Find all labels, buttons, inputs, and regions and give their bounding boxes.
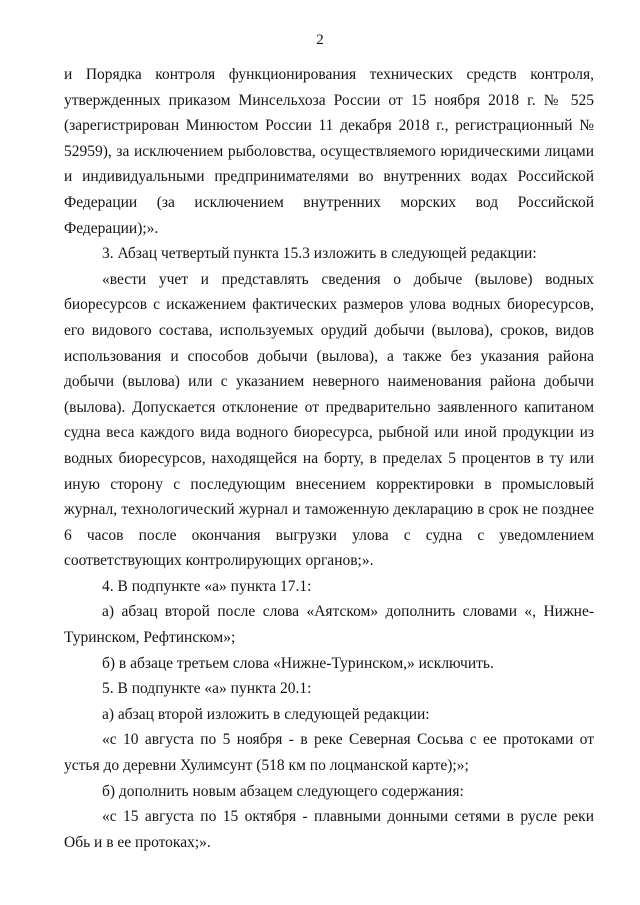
paragraph-continuation: и Порядка контроля функционирования технических средств контроля, утвержденных приказом Минсельхоза России от 15 ноября 2018 г. № 525 (зарегистрирован Минюстом России 11 декабря 2018 г., регистрационный № 52959), за исключением рыболовства, осуществляемого юридическими лицами и индивидуальными предпринимателями во внутренних водах Российской Федерации (за исключением внутренних морских вод Российской Федерации);». xyxy=(64,66,594,237)
paragraph-item-5: 5. В подпункте «а» пункта 20.1: xyxy=(102,680,312,698)
paragraph-item-5a: а) абзац второй изложить в следующей редакции: xyxy=(102,705,430,723)
paragraph-item-4b: б) в абзаце третьем слова «Нижне-Туринском,» исключить. xyxy=(102,654,494,672)
paragraph-quote-20-1-b: «с 15 августа по 15 октября - плавными донными сетями в русле реки Обь и в ее протоках;». xyxy=(64,808,594,851)
page-number: 2 xyxy=(316,32,324,48)
paragraph-quote-20-1-a: «с 10 августа по 5 ноября - в реке Северная Сосьва с ее протоками от устья до деревни Хулимсунт (518 км по лоцманской карте);»; xyxy=(64,731,594,775)
paragraph-item-5b: б) дополнить новым абзацем следующего содержания: xyxy=(102,782,464,800)
document-body xyxy=(64,62,594,855)
paragraph-item-4a: а) абзац второй после слова «Аятском» дополнить словами «, Нижне-Туринском, Рефтинском»; xyxy=(64,603,594,647)
paragraph-item-4: 4. В подпункте «а» пункта 17.1: xyxy=(102,577,312,595)
paragraph-item-3: 3. Абзац четвертый пункта 15.3 изложить в следующей редакции: xyxy=(102,245,537,263)
paragraph-quote-15-3: «вести учет и представлять сведения о добыче (вылове) водных биоресурсов с искажением фактических размеров улова водных биоресурсов, его видового состава, используемых орудий добычи (вылова), сроков, видов использования и способов добычи (вылова), а также без указания района добычи (вылова) или с указанием неверного наименования района добычи (вылова). Допускается отклонение от предварительно заявленного капитаном судна веса каждого вида водного биоресурса, рыбной или иной продукции из водных биоресурсов, находящейся на борту, в пределах 5 процентов в ту или иную сторону с последующим внесением корректировки в промысловый журнал, технологический журнал и таможенную декларацию в срок не позднее 6 часов после окончания выгрузки улова с судна с уведомлением соответствующих контролирующих органов;». xyxy=(64,270,594,570)
